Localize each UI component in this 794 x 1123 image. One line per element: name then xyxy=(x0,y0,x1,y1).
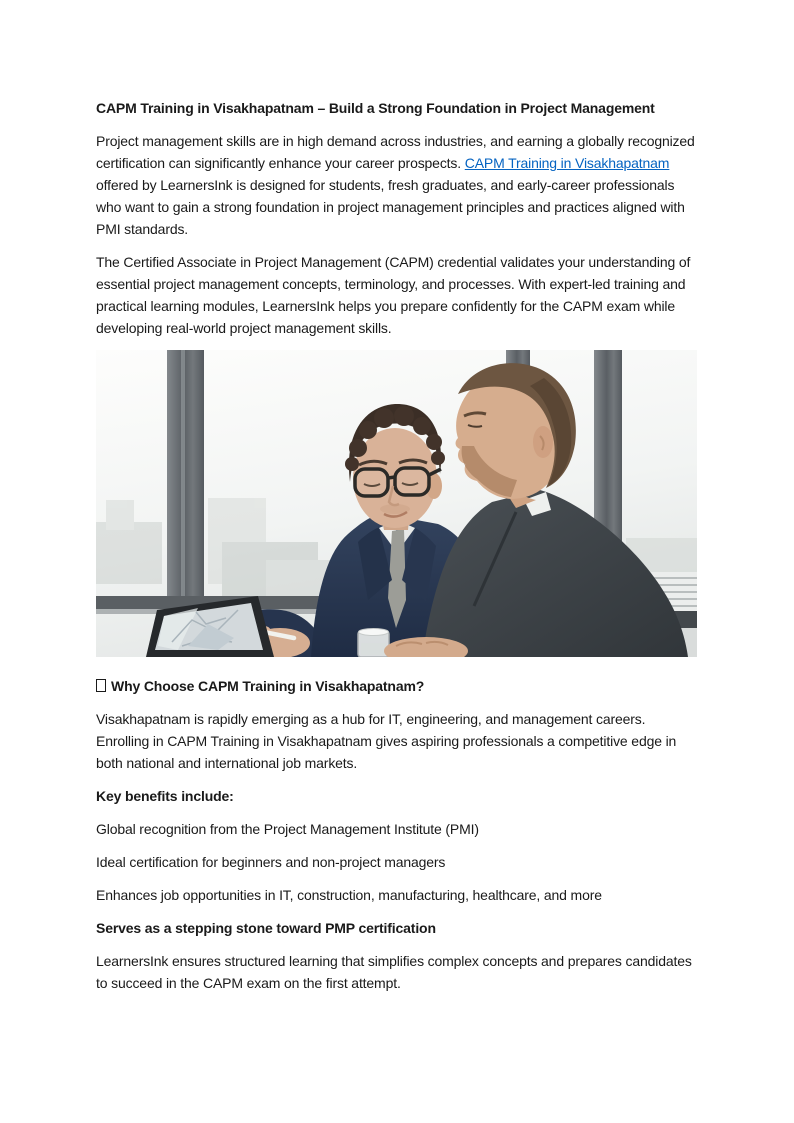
capm-training-link[interactable]: CAPM Training in Visakhapatnam xyxy=(464,155,670,171)
article-title: CAPM Training in Visakhapatnam – Build a Strong Foundation in Project Management xyxy=(96,100,655,116)
document-content xyxy=(96,97,696,1005)
benefit-line: Global recognition from the Project Management Institute (PMI) xyxy=(96,821,479,837)
business-meeting-illustration xyxy=(96,350,697,657)
benefit-line: Ideal certification for beginners and non-project managers xyxy=(96,854,446,870)
why-choose-heading xyxy=(96,675,696,697)
benefit-emphasis: Serves as a stepping stone toward PMP certification xyxy=(96,920,436,936)
article-photo xyxy=(96,350,697,657)
intro-text-before-link: Project management skills are in high demand across industries, and earning a globally recognized certification can significantly enhance your career prospects. xyxy=(96,133,695,171)
why-choose-paragraph: Visakhapatnam is rapidly emerging as a hub for IT, engineering, and management careers. Enrolling in CAPM Training in Visakhapatnam gives aspiring professionals a competitive edge in both national and international job markets. xyxy=(96,711,677,771)
capm-credential-paragraph: The Certified Associate in Project Management (CAPM) credential validates your understanding of essential project management concepts, terminology, and processes. With expert-led training and practical learning modules, LearnersInk helps you prepare confidently for the CAPM exam while developing real-world project management skills. xyxy=(96,254,691,336)
benefit-line: Enhances job opportunities in IT, construction, manufacturing, healthcare, and more xyxy=(96,887,602,903)
why-choose-heading-text: Why Choose CAPM Training in Visakhapatnam? xyxy=(111,678,425,694)
key-benefits-heading: Key benefits include: xyxy=(96,788,234,804)
closing-paragraph: LearnersInk ensures structured learning that simplifies complex concepts and prepares candidates to succeed in the CAPM exam on the first attempt. xyxy=(96,953,692,991)
intro-text-after-link: offered by LearnersInk is designed for students, fresh graduates, and early-career professionals who want to gain a strong foundation in project management principles and practices aligned with PMI standards. xyxy=(96,177,685,237)
intro-paragraph xyxy=(96,130,696,240)
missing-glyph-box xyxy=(96,679,106,692)
